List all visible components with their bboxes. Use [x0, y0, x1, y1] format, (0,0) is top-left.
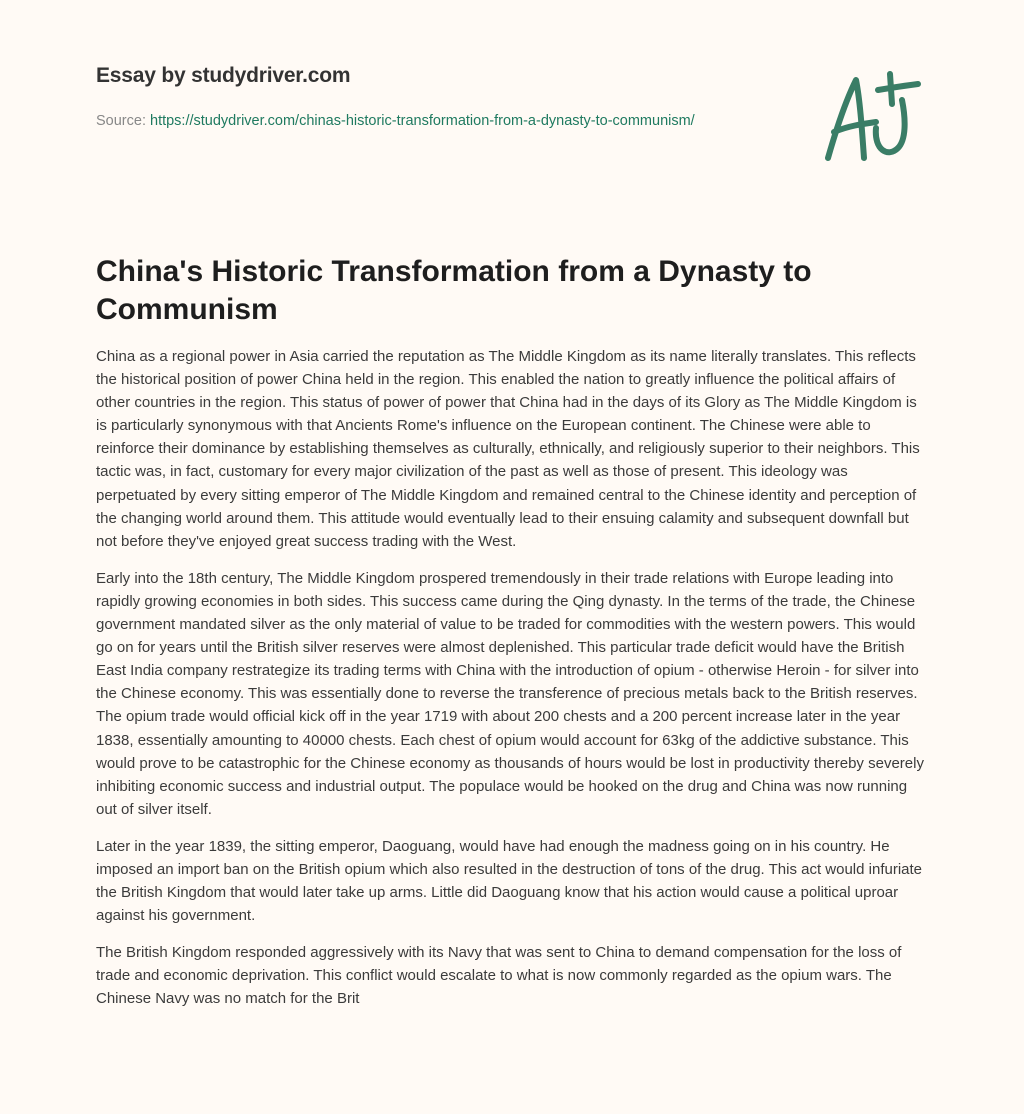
source-label: Source:: [96, 113, 150, 129]
essay-title: China's Historic Transformation from a Dynasty to Communism: [96, 255, 812, 326]
site-title: Essay by studydriver.com: [96, 64, 351, 87]
essay-body: [96, 345, 930, 1025]
source-link[interactable]: https://studydriver.com/chinas-historic-transformation-from-a-dynasty-to-communism/: [150, 113, 695, 129]
essay-paragraph: Early into the 18th century, The Middle Kingdom prospered tremendously in their trade relations with Europe leading into rapidly growing economies in both sides. This success came during the Qing dynasty. In the terms of the trade, the Chinese government mandated silver as the only material of value to be traded for commodities with the western powers. This would go on for years until the British silver reserves were almost deplenished. This particular trade deficit would have the British East India company restrategize its trading terms with China with the introduction of opium - otherwise Heroin - for silver into the Chinese economy. This was essentially done to reverse the transference of precious metals back to the British reserves. The opium trade would official kick off in the year 1719 with about 200 chests and a 200 percent increase later in the year 1838, essentially amounting to 40000 chests. Each chest of opium would account for 63kg of the addictive substance. This would prove to be catastrophic for the Chinese economy as thousands of hours would be lost in productivity thereby severely inhibiting economic success and industrial output. The populace would be hooked on the drug and China was now running out of silver itself.: [96, 569, 924, 818]
essay-paragraph: China as a regional power in Asia carried the reputation as The Middle Kingdom as its name literally translates. This reflects the historical position of power China held in the region. This enabled the nation to greatly influence the political affairs of other countries in the region. This status of power of power that China had in the days of its Glory as The Middle Kingdom is is particularly synonymous with that Ancients Rome's influence on the European continent. The Chinese were able to reinforce their dominance by establishing themselves as culturally, ethnically, and religiously superior to their neighbors. This tactic was, in fact, customary for every major civilization of the past as well as those of present. This ideology was perpetuated by every sitting emperor of The Middle Kingdom and remained central to the Chinese identity and perception of the changing world around them. This attitude would eventually lead to their ensuing calamity and subsequent downfall but not before they've enjoyed great success trading with the West.: [96, 348, 920, 550]
a-plus-logo-icon: [818, 70, 930, 166]
essay-paragraph: Later in the year 1839, the sitting emperor, Daoguang, would have had enough the madness going on in his country. He imposed an import ban on the British opium which also resulted in the destruction of tons of the drug. This act would infuriate the British Kingdom that would later take up arms. Little did Daoguang know that his action would cause a political uproar against his government.: [96, 837, 923, 925]
essay-paragraph: The British Kingdom responded aggressively with its Navy that was sent to China to demand compensation for the loss of trade and economic deprivation. This conflict would escalate to what is now commonly regarded as the opium wars. The Chinese Navy was no match for the Brit: [96, 944, 902, 1008]
essay-header: [96, 64, 736, 133]
source-line: [96, 110, 736, 133]
